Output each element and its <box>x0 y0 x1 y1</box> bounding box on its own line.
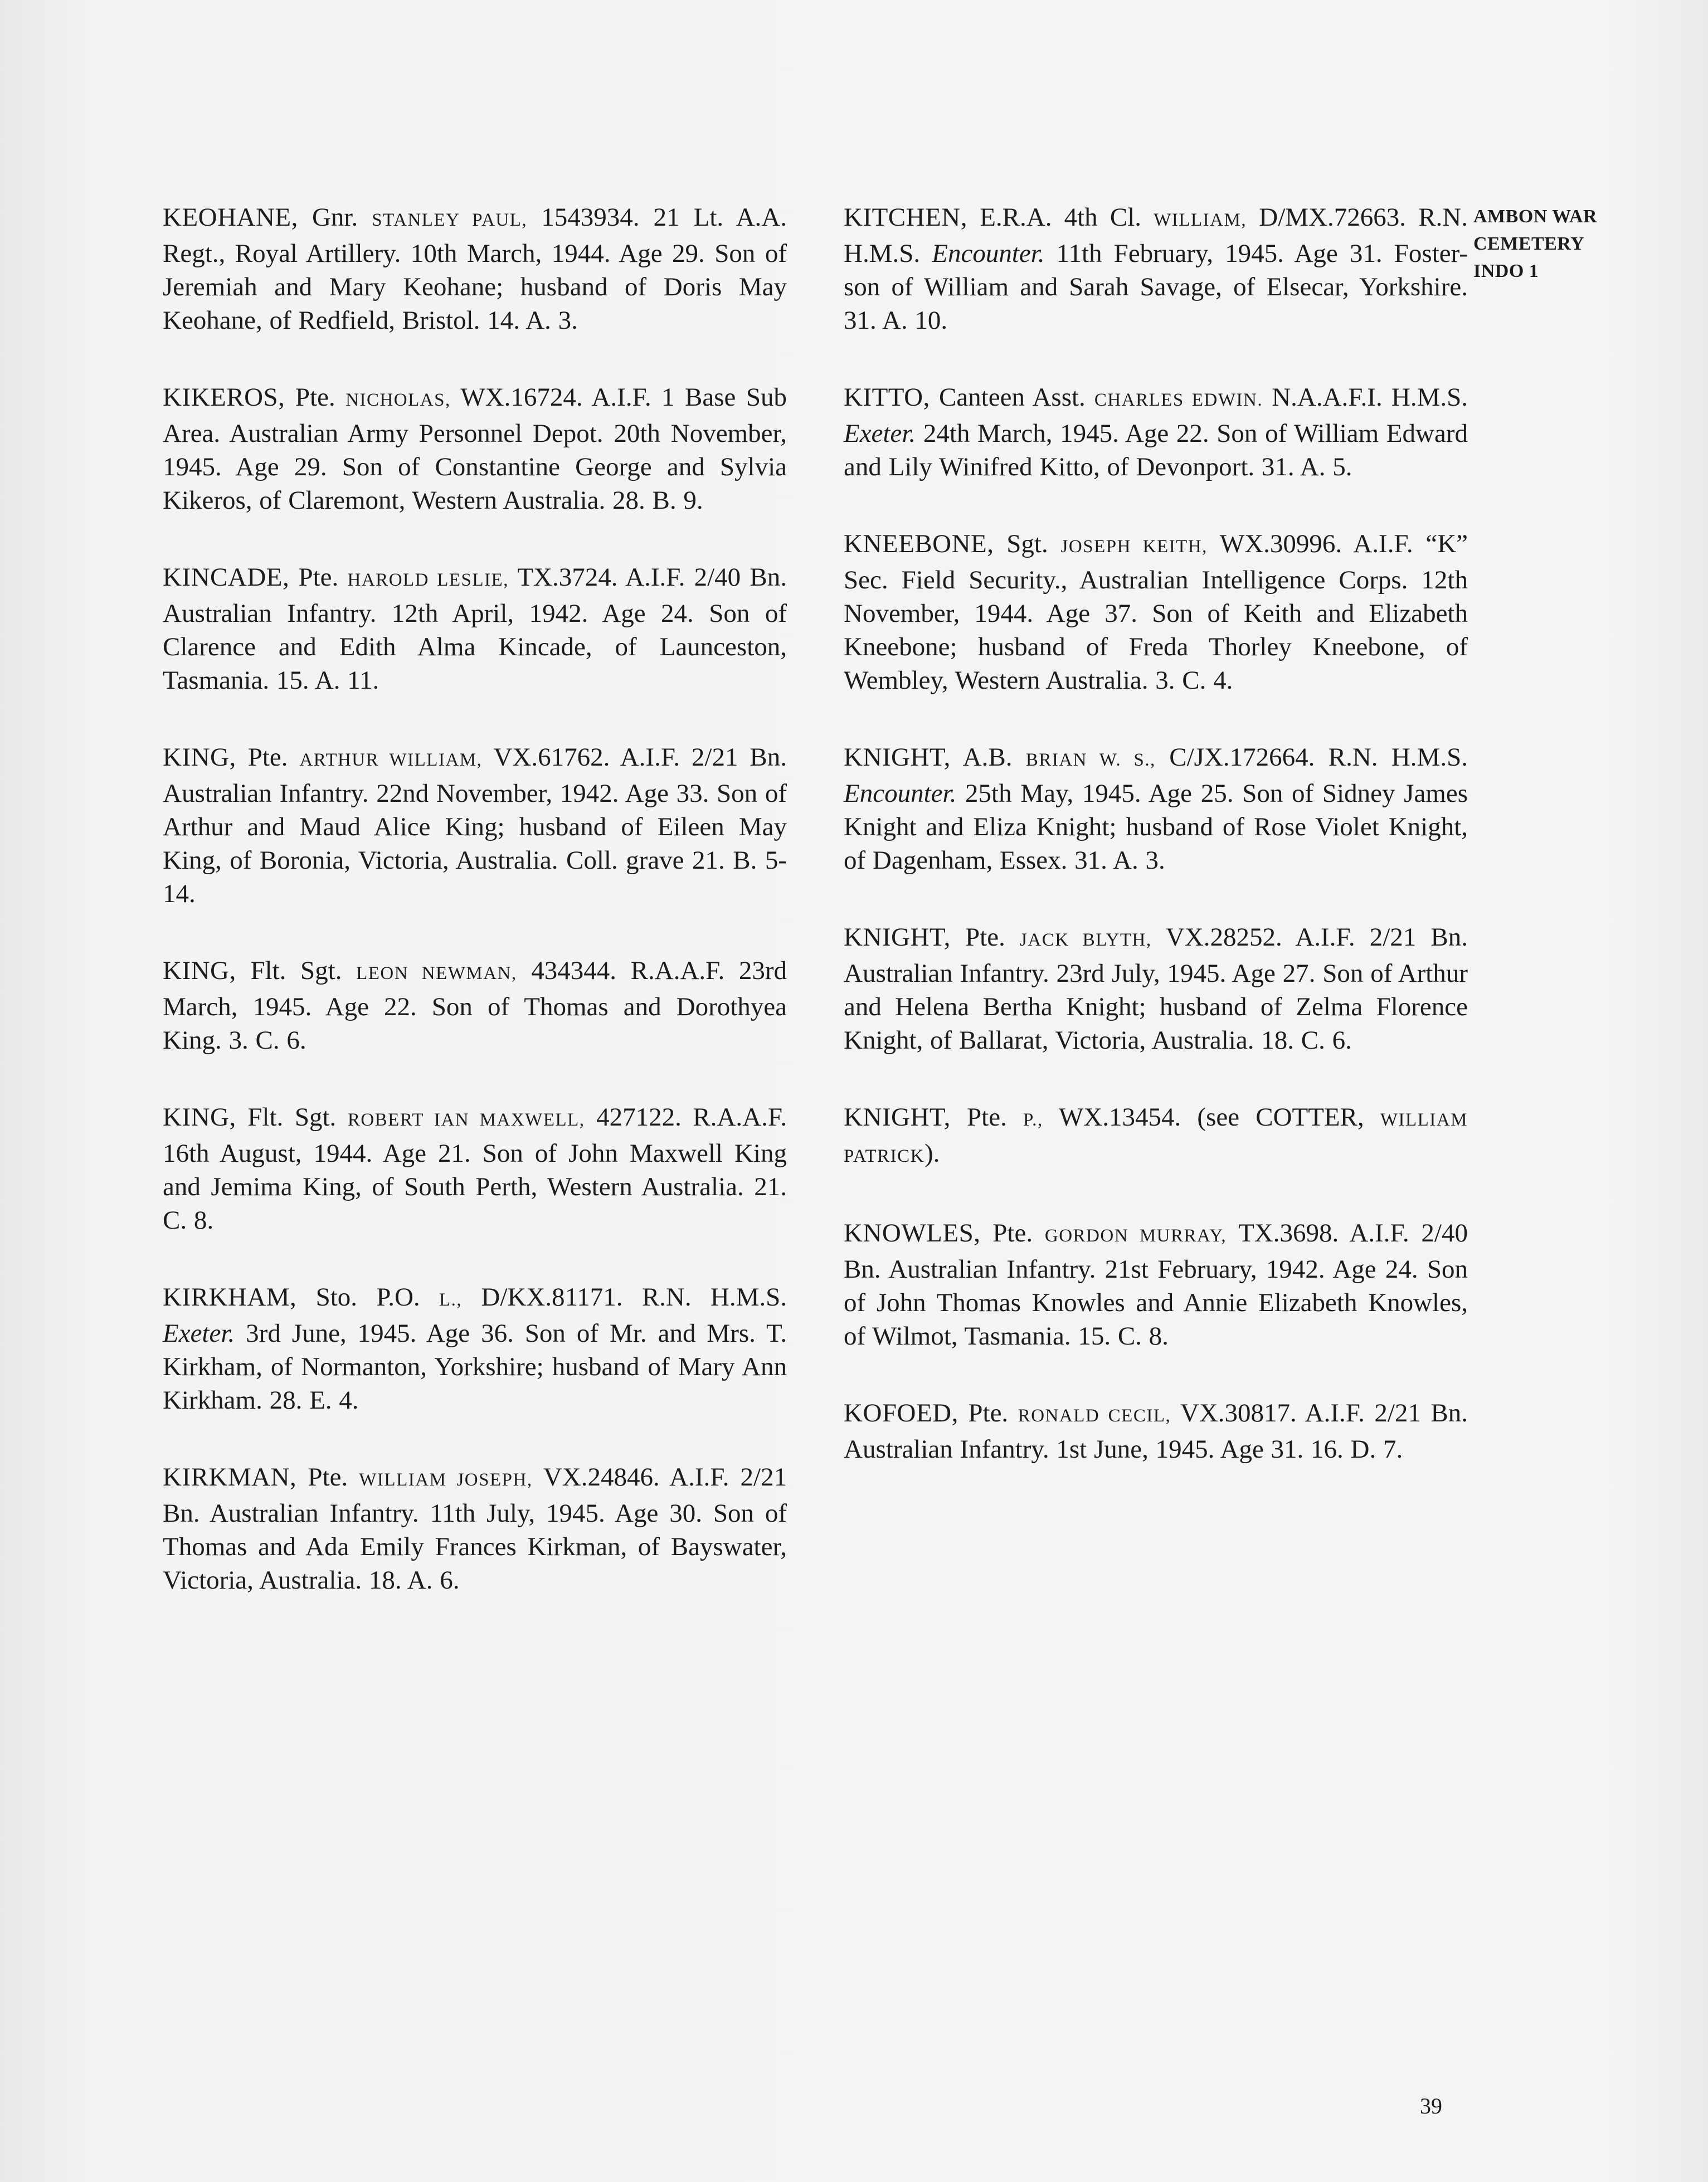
entry-given-names: BRIAN W. S., <box>1025 750 1156 770</box>
entry-ship-name: Encounter. <box>932 239 1045 268</box>
entry-surname: KNIGHT, <box>844 923 951 952</box>
entry-details: WX.30996. A.I.F. “K” Sec. Field Security., Australian Intelligence Corps. 12th November, 1944. Age 37. Son of Keith and Elizabeth Kneebone; husband of Freda Thorley Kneebone, of Wembley, Western Australia. 3. C. 4. <box>844 529 1468 695</box>
entry-surname: KINCADE, <box>163 563 290 592</box>
entry-ship-name: Encounter. <box>844 779 957 808</box>
entry-details: 1543934. 21 Lt. A.A. Regt., Royal Artillery. 10th March, 1944. Age 29. Son of Jeremiah and Mary Keohane; husband of Doris May Keohane, of Redfield, Bristol. 14. A. 3. <box>163 203 787 335</box>
entry-surname: KING, <box>163 956 236 985</box>
entry-rank: Flt. Sgt. <box>250 956 342 985</box>
entry-details: WX.16724. A.I.F. 1 Base Sub Area. Australian Army Personnel Depot. 20th November, 1945. Age 29. Son of Constantine George and Sylvia Kikeros, of Claremont, Western Australia. 28. B. 9. <box>163 383 787 515</box>
margin-note-line: AMBON WAR <box>1473 206 1598 227</box>
entry-ship-name: Exeter. <box>163 1319 235 1348</box>
entry-cross-reference-name: WILLIAM PATRICK <box>844 1110 1468 1166</box>
register-entry <box>163 1460 787 1597</box>
entry-given-names: WILLIAM, <box>1154 210 1247 230</box>
entry-surname: KOFOED, <box>844 1399 958 1428</box>
entry-rank: Pte. <box>992 1219 1033 1248</box>
register-entry <box>844 1100 1468 1173</box>
cemetery-margin-note <box>1473 203 1641 285</box>
entry-details: WX.13454. (see COTTER, <box>1058 1103 1364 1132</box>
entry-details: VX.28252. A.I.F. 2/21 Bn. Australian Infantry. 23rd July, 1945. Age 27. Son of Arthur and Helena Bertha Knight; husband of Zelma Florence Knight, of Ballarat, Victoria, Australia. 18. C. 6. <box>844 923 1468 1055</box>
entry-details: VX.30817. A.I.F. 2/21 Bn. Australian Infantry. 1st June, 1945. Age 31. 16. D. 7. <box>844 1399 1468 1464</box>
entry-given-names: GORDON MURRAY, <box>1044 1226 1227 1246</box>
entry-details: VX.24846. A.I.F. 2/21 Bn. Australian Infantry. 11th July, 1945. Age 30. Son of Thomas and Ada Emily Frances Kirkman, of Bayswater, Victoria, Australia. 18. A. 6. <box>163 1463 787 1595</box>
entry-given-names: JOSEPH KEITH, <box>1060 537 1208 557</box>
entry-given-names: LEON NEWMAN, <box>356 963 517 983</box>
register-entry <box>163 741 787 910</box>
margin-note-line: CEMETERY <box>1473 233 1585 254</box>
entry-details: 24th March, 1945. Age 22. Son of William Edward and Lily Winifred Kitto, of Devonport. 31. A. 5. <box>844 419 1468 481</box>
entry-details: 11th February, 1945. Age 31. Foster-son of William and Sarah Savage, of Elsecar, Yorkshire. 31. A. 10. <box>844 239 1468 335</box>
entry-surname: KIKEROS, <box>163 383 285 412</box>
entry-service: D/MX.72663. R.N. H.M.S. <box>844 203 1468 268</box>
entry-surname: KITTO, <box>844 383 930 412</box>
entry-rank: Pte. <box>298 563 339 592</box>
entry-surname: KNIGHT, <box>844 743 951 772</box>
left-column <box>163 201 787 1640</box>
register-entry <box>163 1100 787 1237</box>
entry-rank: Sgt. <box>1006 529 1048 558</box>
entry-given-names: L., <box>439 1290 463 1310</box>
margin-note-line: INDO 1 <box>1473 261 1539 281</box>
register-entry <box>163 381 787 517</box>
entry-rank: Sto. P.O. <box>315 1283 420 1312</box>
entry-rank: Pte. <box>295 383 335 412</box>
entry-surname: KIRKHAM, <box>163 1283 297 1312</box>
register-entry <box>844 741 1468 877</box>
entry-given-names: STANLEY PAUL, <box>372 210 528 230</box>
entry-given-names: P., <box>1023 1110 1043 1130</box>
entry-details: 427122. R.A.A.F. 16th August, 1944. Age 21. Son of John Maxwell King and Jemima King, of South Perth, Western Australia. 21. C. 8. <box>163 1103 787 1235</box>
entry-given-names: ROBERT IAN MAXWELL, <box>347 1110 585 1130</box>
entry-details: VX.61762. A.I.F. 2/21 Bn. Australian Infantry. 22nd November, 1942. Age 33. Son of Arthur and Maud Alice King; husband of Eileen May King, of Boronia, Victoria, Australia. Coll. grave 21. B. 5-14. <box>163 743 787 908</box>
register-entry <box>844 920 1468 1057</box>
entry-details: TX.3724. A.I.F. 2/40 Bn. Australian Infantry. 12th April, 1942. Age 24. Son of Clarence and Edith Alma Kincade, of Launceston, Tasmania. 15. A. 11. <box>163 563 787 695</box>
entry-rank: A.B. <box>962 743 1013 772</box>
entry-rank: Pte. <box>308 1463 348 1492</box>
entry-given-names: ARTHUR WILLIAM, <box>299 750 483 770</box>
entry-surname: KITCHEN, <box>844 203 967 232</box>
entry-surname: KNOWLES, <box>844 1219 981 1248</box>
entry-rank: Pte. <box>968 1399 1009 1428</box>
entry-rank: Pte. <box>965 923 1005 952</box>
entry-rank: Canteen Asst. <box>938 383 1086 412</box>
register-entry <box>844 201 1468 337</box>
entry-rank: Pte. <box>967 1103 1007 1132</box>
entry-given-names: CHARLES EDWIN. <box>1094 390 1263 410</box>
entry-given-names: RONALD CECIL, <box>1018 1406 1171 1426</box>
entry-service: D/KX.81171. R.N. H.M.S. <box>481 1283 787 1312</box>
entry-details: 25th May, 1945. Age 25. Son of Sidney James Knight and Eliza Knight; husband of Rose Violet Knight, of Dagenham, Essex. 31. A. 3. <box>844 779 1468 875</box>
page-number: 39 <box>1420 2093 1442 2118</box>
entry-ship-name: Exeter. <box>844 419 916 448</box>
entry-details: 434344. R.A.A.F. 23rd March, 1945. Age 22. Son of Thomas and Dorothyea King. 3. C. 6. <box>163 956 787 1055</box>
entry-surname: KEOHANE, <box>163 203 298 232</box>
right-column <box>844 201 1468 1509</box>
entry-rank: Flt. Sgt. <box>247 1103 337 1132</box>
register-entry <box>844 527 1468 697</box>
register-entry <box>163 1280 787 1417</box>
entry-surname: KING, <box>163 743 236 772</box>
entry-surname: KING, <box>163 1103 236 1132</box>
entry-rank: Gnr. <box>312 203 358 232</box>
entry-surname: KIRKMAN, <box>163 1463 297 1492</box>
entry-rank: E.R.A. 4th Cl. <box>980 203 1142 232</box>
entry-given-names: NICHOLAS, <box>346 390 451 410</box>
register-entry <box>844 381 1468 484</box>
entry-details: TX.3698. A.I.F. 2/40 Bn. Australian Infantry. 21st February, 1942. Age 24. Son of John Thomas Knowles and Annie Elizabeth Knowles, of Wilmot, Tasmania. 15. C. 8. <box>844 1219 1468 1351</box>
entry-given-names: WILLIAM JOSEPH, <box>359 1470 533 1490</box>
entry-surname: KNIGHT, <box>844 1103 951 1132</box>
register-entry <box>163 561 787 697</box>
register-entry <box>844 1216 1468 1353</box>
register-entry <box>163 201 787 337</box>
entry-service: C/JX.172664. R.N. H.M.S. <box>1169 743 1468 772</box>
entry-cross-reference-end: ). <box>924 1139 940 1168</box>
entry-rank: Pte. <box>247 743 288 772</box>
entry-service: N.A.A.F.I. H.M.S. <box>1272 383 1468 412</box>
entry-given-names: JACK BLYTH, <box>1020 930 1152 950</box>
entry-details: 3rd June, 1945. Age 36. Son of Mr. and Mrs. T. Kirkham, of Normanton, Yorkshire; husband of Mary Ann Kirkham. 28. E. 4. <box>163 1319 787 1415</box>
register-entry <box>844 1396 1468 1466</box>
register-entry <box>163 954 787 1057</box>
entry-surname: KNEEBONE, <box>844 529 994 558</box>
entry-given-names: HAROLD LESLIE, <box>347 570 509 590</box>
